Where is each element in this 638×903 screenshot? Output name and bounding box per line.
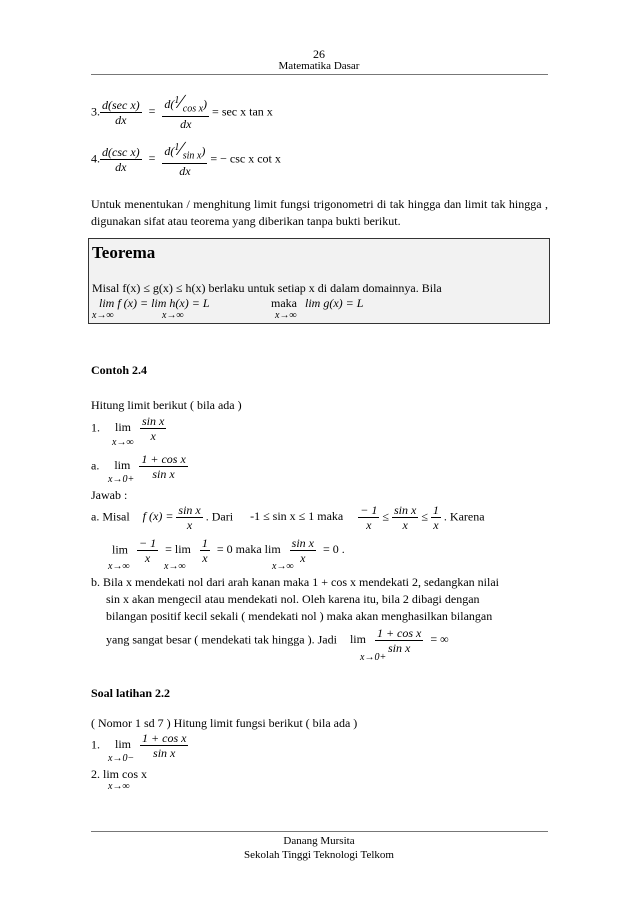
answer-b-line1: b. Bila x mendekati nol dari arah kanan maka 1 + cos x mendekati 2, sedangkan nilai [91, 575, 499, 589]
footer-rule [91, 831, 548, 832]
answer-label: Jawab : [91, 488, 128, 502]
answer-b-line4: yang sangat besar ( mendekati tak hingga ). Jadi lim $\frac{\text{1 + cos x}}{\text{sin x}}$ = ∞ [106, 626, 449, 655]
example-title: Contoh 2.4 [91, 363, 148, 377]
exercise-title: Soal latihan 2.2 [91, 686, 171, 700]
theorem-sub-2: x→∞ [162, 310, 184, 321]
derivative-left-fraction: $\frac{\text{d(csc x)}}{dx}$ [102, 145, 140, 175]
limit-sub-1: x→∞ [108, 561, 130, 572]
derivative-result: = − csc x cot x [210, 151, 281, 166]
example-prompt: Hitung limit berikut ( bila ada ) [91, 398, 242, 412]
theorem-sub-1: x→∞ [92, 310, 114, 321]
header-title: Matematika Dasar [278, 60, 360, 72]
theorem-lim1: lim f (x) = lim h(x) = L [99, 296, 210, 310]
intro-paragraph: Untuk menentukan / menghitung limit fungsi trigonometri di tak hingga dan limit tak hingga , digunakan sifat atau teorema yang diberikan tanpa bukti berikut. [91, 197, 548, 228]
exercise-2: 2. lim cos x [91, 767, 147, 781]
exercise-1: 1. lim $\frac{\text{1 + cos x}}{\text{sin x}}$ [91, 731, 187, 760]
derivative-3: 3. $\frac{\text{d(sec x)}}{dx}$ = $\frac{d(^1∕_{cos x})}{dx}$ = sec x tan x [91, 91, 273, 132]
derivative-4: 4. $\frac{\text{d(csc x)}}{dx}$ = $\frac{d(^1∕_{sin x})}{dx}$ = − csc x cot x [91, 138, 281, 179]
theorem-lim2: lim g(x) = L [305, 296, 364, 310]
answer-b-sub: x→0+ [360, 652, 387, 663]
footer-institution: Sekolah Tinggi Teknologi Telkom [244, 849, 394, 861]
theorem-line1: Misal f(x) ≤ g(x) ≤ h(x) berlaku untuk setiap x di dalam domainnya. Bila [92, 281, 442, 295]
theorem-title: Teorema [92, 243, 156, 262]
limit-sub-2: x→∞ [164, 561, 186, 572]
derivative-number: 4. [91, 151, 100, 166]
theorem-sub-3: x→∞ [275, 310, 297, 321]
theorem-maka: maka [271, 296, 297, 310]
derivative-right-fraction: $\frac{d(^1∕_{cos x})}{dx}$ [164, 91, 208, 132]
example-question-a-sub: x→0+ [108, 474, 135, 485]
example-question-1: 1. lim $\frac{\text{sin x}}{x}$ [91, 414, 165, 443]
footer-author: Danang Mursita [283, 835, 355, 847]
answer-limit-line: lim $\frac{- 1}{x}$ = lim $\frac{1}{x}$ = 0 maka lim $\frac{\text{sin x}}{x}$ = 0 . [112, 536, 345, 565]
page-number: 26 [313, 47, 325, 61]
derivative-number: 3. [91, 104, 100, 119]
derivative-result: = sec x tan x [212, 104, 273, 119]
header-rule [91, 74, 548, 75]
answer-a: a. Misal f (x) = $\frac{\text{sin x}}{x}$ . Dari -1 ≤ sin x ≤ 1 maka $\frac{- 1}{x}$ ≤ $\frac{\text{sin x}}{x}$ ≤ $\frac{1}{x}$ . Karena [91, 503, 485, 532]
answer-b-line2: sin x akan mengecil atau mendekati nol. Oleh karena itu, bila 2 dibagi dengan [106, 592, 480, 606]
derivative-left-fraction: $\frac{\text{d(sec x)}}{dx}$ [102, 98, 140, 128]
theorem-box [88, 238, 550, 324]
exercise-1-sub: x→0− [108, 753, 135, 764]
limit-sub-3: x→∞ [272, 561, 294, 572]
exercise-prompt: ( Nomor 1 sd 7 ) Hitung limit fungsi berikut ( bila ada ) [91, 716, 358, 730]
derivative-right-fraction: $\frac{d(^1∕_{sin x})}{dx}$ [164, 138, 206, 179]
example-question-a: a. lim $\frac{\text{1 + cos x}}{\text{sin x}}$ [91, 452, 186, 481]
answer-b-line3: bilangan positif kecil sekali ( mendekati nol ) maka akan menghasilkan bilangan [106, 609, 493, 623]
exercise-2-sub: x→∞ [108, 781, 130, 792]
example-question-1-sub: x→∞ [112, 437, 134, 448]
